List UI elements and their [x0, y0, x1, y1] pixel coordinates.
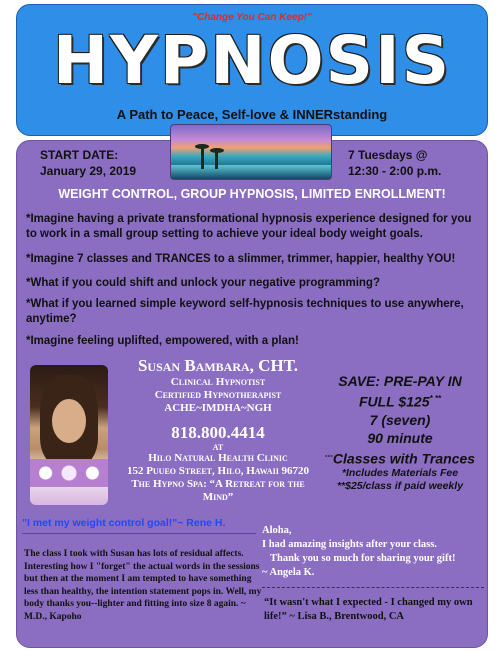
subtitle: A Path to Peace, Self-love & INNERstanding: [116, 107, 388, 122]
bullet-2: *Imagine 7 classes and TRANCES to a slimmer, trimmer, happier, healthy YOU!: [26, 253, 456, 265]
aloha-line-2: I had amazing insights after your class.: [262, 539, 437, 550]
bullet-5: *Imagine feeling uplifted, empowered, with a plan!: [26, 335, 299, 347]
headline: WEIGHT CONTROL, GROUP HYPNOSIS, LIMITED ENROLLMENT!: [58, 187, 446, 201]
role-line-3: ACHE~IMDHA~NGH: [164, 402, 272, 414]
offer-line-6: *Includes Materials Fee: [341, 467, 459, 480]
clinic-tagline: The Hypno Spa: “A Retreat for the Mind”: [131, 478, 305, 503]
start-date-label: START DATE:: [40, 148, 119, 162]
bullet-3: *What if you could shift and unlock your negative programming?: [26, 277, 380, 289]
clinic-address: 152 Puueo Street, Hilo, Hawaii 96720: [126, 465, 310, 477]
offer-price: FULL $125: [358, 393, 430, 410]
offer-line-4: 90 minute: [367, 429, 433, 446]
phone-number[interactable]: 818.800.4414: [171, 423, 265, 442]
beach-sunset-image: [170, 124, 332, 180]
testimonial-quote-rene: "I met my weight control goal!"~ Rene H.: [22, 517, 226, 529]
start-date: January 29, 2019: [40, 164, 137, 178]
aloha-line-3: Thank you so much for sharing your gift!: [270, 553, 456, 564]
pricing-offer: [320, 372, 480, 493]
role-line-2: Certified Hypnotherapist: [154, 389, 282, 401]
at-label: AT: [212, 443, 224, 452]
aloha-line-4: ~ Angela K.: [262, 567, 315, 578]
practitioner-name: Susan Bambara, CHT.: [137, 356, 299, 375]
bullet-1: *Imagine having a private transformational hypnosis experience designed for you to work in a small group setting to achieve your ideal body weight goals.: [26, 213, 472, 240]
page-title: HYPNOSIS: [52, 22, 452, 99]
role-line-1: Clinical Hypnotist: [170, 376, 266, 388]
bullet-4: *What if you learned simple keyword self-hypnosis techniques to use anywhere, anytime?: [26, 298, 464, 325]
testimonial-angela: [262, 524, 484, 580]
offer-price-mark: * **: [429, 394, 442, 403]
tagline: "Change You Can Keep!": [192, 12, 312, 23]
offer-line-3: 7 (seven): [369, 411, 431, 428]
session-time: 12:30 - 2:00 p.m.: [348, 164, 442, 178]
clinic-name: Hilo Natural Health Clinic: [148, 452, 288, 464]
practitioner-info: [118, 356, 318, 504]
aloha-line-1: Aloha,: [262, 525, 292, 536]
divider: [262, 587, 484, 588]
offer-line-5: Classes with Trances: [332, 450, 476, 467]
practitioner-photo: [30, 365, 108, 505]
testimonial-lisa: “It wasn't what I expected - I changed my own life!” ~ Lisa B., Brentwood, CA: [264, 597, 473, 622]
offer-prefix: ---: [324, 450, 333, 460]
offer-line-7: **$25/class if paid weekly: [336, 480, 464, 493]
offer-line-1: SAVE: PRE-PAY IN: [338, 373, 462, 389]
sessions-count: 7 Tuesdays @: [348, 148, 428, 162]
divider: [22, 533, 256, 534]
header-banner: [16, 4, 488, 136]
testimonial-md: The class I took with Susan has lots of residual affects. Interesting how I "forget" the actual words in the sessions but then at the moment I am tempted to have something less than healthy, the intention statement pops in. Well, my body thanks you--lighter and fitting into size 8 again. ~ M.D., Kapoho: [24, 549, 262, 622]
